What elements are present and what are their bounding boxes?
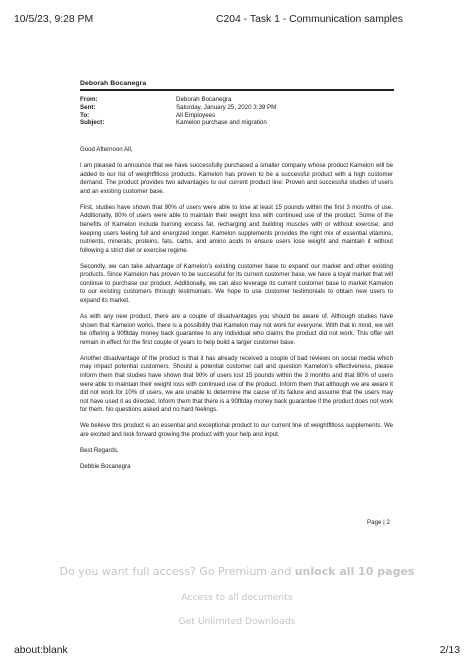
print-page-count: 2/13 bbox=[439, 645, 460, 656]
meta-value: Kamelon purchase and migration bbox=[176, 119, 267, 127]
meta-label: To: bbox=[80, 111, 90, 119]
meta-row-from bbox=[80, 96, 394, 104]
meta-row-sent bbox=[80, 104, 394, 112]
email-paragraph: We believe this product is an essential and exceptional product to our current line of weightﬂtloss supplements. We are excited and look forward growing the product with your help and input. bbox=[80, 422, 393, 438]
print-footer bbox=[14, 645, 460, 659]
email-paragraph: Another disadvantage of the product is that it has already received a couple of bad reviews on social media which may impact potential customers. Should a potential customer call and question Kamelon’s effectiveness, please inform them that studies have shown that 90% of users lost 15 pounds within the 3 months and that 80% of users were able to maintain their weight loss with continued use of the product. Inform them that although we are aware it did not work for 10% of users, we are unable to determine the cause of its failure and assume that the users may not have used it as directed. Inform them that there is a 90ﬂtday money back guarantee if the product does not work for them. No questions asked and no hard feelings. bbox=[80, 354, 393, 414]
print-document-title: C204 - Task 1 - Communication samples bbox=[216, 14, 403, 25]
email-meta bbox=[80, 96, 394, 127]
email-paragraph: First, studies have shown that 90% of users were able to lose at least 15 pounds within the first 3 months of use. Additionally, 80% of users were able to maintain their weight loss with continued use of the product. Some of the benefits of Kamelon include burning excess fat, recharging and building muscles with or without exercise, and keeping users feeling full and energized longer. Kamelon supplements provides the right mix of essential vitamins, nutrients, minerals, proteins, fats, carbs, and amino acids to ensure users lose weight and maintain it without following a strict diet or exercise regime. bbox=[80, 203, 393, 254]
email-signature: Debbie Bocanegra bbox=[80, 462, 131, 470]
email-paragraph: As with any new product, there are a couple of disadvantages you should be aware of. Although studies have shown that Kamelon works, there is a possibility that Kamelon may not work for everyone. With that in mind, we will be offering a 90ﬂtday money back guarantee to any individual who claims the product did not work. This offer will remain in effect for the first couple of years to help build a larger customer base. bbox=[80, 313, 393, 346]
meta-label: From: bbox=[80, 96, 98, 103]
email-greeting: Good Afternoon All, bbox=[80, 146, 133, 153]
print-datetime: 10/5/23, 9:28 PM bbox=[14, 14, 94, 25]
page-number: Page | 2 bbox=[367, 519, 390, 526]
meta-value: Deborah Bocanegra bbox=[176, 96, 232, 103]
premium-banner bbox=[0, 565, 474, 578]
meta-value: All Employees bbox=[176, 111, 216, 119]
meta-label: Subject: bbox=[80, 119, 105, 127]
access-all-documents-link[interactable]: Access to all documents bbox=[181, 592, 293, 603]
meta-label: Sent: bbox=[80, 103, 96, 111]
email-sender-heading: Deborah Bocanegra bbox=[80, 80, 147, 87]
unlimited-downloads-link[interactable]: Get Unlimited Downloads bbox=[178, 616, 296, 627]
email-paragraph: Secondly, we can take advantage of Kamelon’s existing customer base to expand our market and other existing products. Since Kamelon has proven to be successful for its current customer base, we have a loyal market that will continue to purchase our product. Additionally, we can also leverage its current customer base to market Kamelon to our existing customers through testimonials. We hope to use customer testimonials to obtain new users to expand its market. bbox=[80, 262, 393, 305]
email-closing: Best Regards, bbox=[80, 446, 119, 454]
header-divider bbox=[80, 89, 394, 91]
unlock-pages-link[interactable]: unlock all 10 pages bbox=[294, 565, 415, 578]
meta-value: Saturday, January 25, 2020 3:39 PM bbox=[176, 103, 277, 111]
print-url: about:blank bbox=[14, 645, 68, 656]
meta-row-to bbox=[80, 112, 394, 120]
premium-banner-text: Do you want full access? Go Premium and bbox=[59, 565, 295, 578]
email-paragraph: I am pleased to announce that we have successfully purchased a smaller company whose product Kamelon will be added to our list of weightﬂtloss products. Kamelon has proven to be a successful product with a high customer demand. The product provides two advantages to our current product line: Proven and successful studies of users and an existing customer base. bbox=[80, 161, 393, 195]
email-body bbox=[80, 146, 393, 472]
meta-row-subject bbox=[80, 119, 394, 127]
